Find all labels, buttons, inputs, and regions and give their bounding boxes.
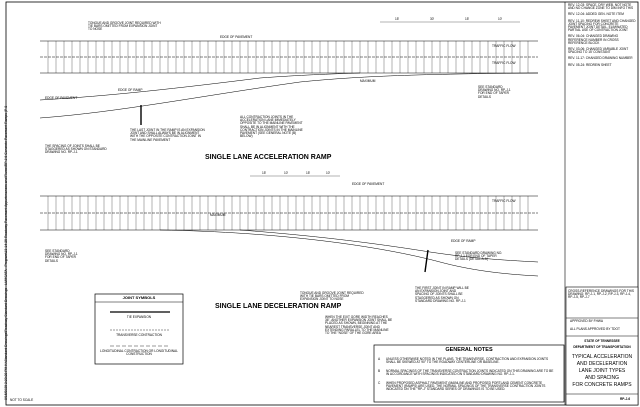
acceleration-ramp-plan <box>40 41 538 118</box>
approved-fhwa: APPROVED BY FHWA <box>570 319 603 323</box>
decel-first-joint: THE FIRST JOINT IN RAMP WILL BE AN EXPANSION JOINT AND SPACING OF JOINTS SHALL BE STAGGERED AS SHOWN ON STANDARD DRAWING NO. RP-J-1 <box>415 286 469 303</box>
traffic-flow-label-2: TRAFFIC FLOW <box>492 61 516 65</box>
decel-traffic-flow: TRAFFIC FLOW <box>492 199 516 203</box>
decel-edge-of-pavement: EDGE OF PAVEMENT <box>352 182 385 186</box>
not-to-scale: NOT TO SCALE <box>10 398 34 402</box>
decel-see-standard-left: SEE STANDARD DRAWING NO. RP-J-1 FOR END OF TAPER DETAILS <box>45 249 78 263</box>
dim-15b: 15' <box>465 17 470 21</box>
last-joint-note: THE LAST JOINT IN THE RAMP IS AN EXPANSION JOINT AND SHALL ALWAYS BE IN ALIGNMENT WITH THE OPPOSITE CONTRACTION JOINT IN THE MAINLINE PAVEMENT <box>130 128 205 142</box>
sheet-title-5: FOR CONCRETE RAMPS <box>572 382 632 388</box>
revision-item: REV. 11-17: CHANGED DRAWING NUMBER <box>568 56 633 61</box>
acceleration-title: SINGLE LANE ACCELERATION RAMP <box>205 154 332 161</box>
note-b-letter: B <box>378 369 381 373</box>
decel-see-standard-right: SEE STANDARD DRAWING NO. RP-J-1 FOR END OF TAPER DETAILS (DETAIL A-A) <box>455 251 503 262</box>
joint-symbol-3: LONGITUDINAL CONTRACTION OR LONGITUDINAL CONSTRUCTION <box>100 349 178 357</box>
dim-15: 15' <box>395 17 400 21</box>
sheet-title-3: LANE JOINT TYPES <box>578 368 626 374</box>
joint-symbol-2: TRANSVERSE CONTRACTION <box>116 333 162 337</box>
note-a-letter: A <box>378 357 381 361</box>
revision-item: REV. 06-04: CHANGED DRAWING REFERENCE NUMBER IN CROSS REFERENCE BLOCK <box>568 34 619 45</box>
sheet-title-2: AND DECELERATION <box>576 361 628 367</box>
edge-of-pavement-label: EDGE OF PAVEMENT <box>220 35 253 39</box>
deceleration-title: SINGLE LANE DECELERATION RAMP <box>215 303 342 310</box>
edge-of-pavement-left-label: EDGE OF PAVEMENT <box>45 96 78 100</box>
note-c-text: WHEN PROPOSED ASPHALT PAVEMENT (MAINLINE AND PROPOSED PORTLAND CEMENT CONCRETE PAVEMENT (RAMPS) ARE USED, THE NORMAL SPACINGS OF THE TRANSVERSE CONTRACTION JOINTS INDICATED ON THE "RP-J" STANDARD SERIES OF DRAWINGS IS TO BE USED. <box>386 381 546 392</box>
spacing-note: THE SPACING OF JOINTS SHALL BE STAGGERED AS SHOWN ON STANDARD DRAWING NO. RP-J-1 <box>45 144 107 155</box>
revision-list <box>568 4 636 70</box>
dept-label: DEPARTMENT OF TRANSPORTATION <box>573 345 631 349</box>
decel-dim-10b: 10' <box>326 171 331 175</box>
traffic-flow-label: TRAFFIC FLOW <box>492 44 516 48</box>
dim-30: 30' <box>430 17 435 21</box>
dim-10: 10' <box>498 17 503 21</box>
decel-edge-of-ramp: EDGE OF RAMP <box>451 239 476 243</box>
revision-item: REV. 11-10: REDREW SHEET AND CHANGED JOINT SPACING FOR CONCRETE PAVEMENT JOINT DETAIL, ELIMINATED PARTIAL USE OF CONTRACTION JOINT <box>568 18 636 33</box>
decel-dim-15b: 15' <box>306 171 311 175</box>
revision-item: REV. 12-03: SPACE, DRY WEB, NOT NOTE AND NO CHANGE ZONE TO DIM INFO THIS <box>568 3 634 11</box>
general-notes-title: GENERAL NOTES <box>445 347 493 353</box>
note-a-text: UNLESS OTHERWISE NOTED IN THE PLANS, THE TRANSVERSE, CONTRACTION AND EXPANSION JOINTS SHALL BE SKEWED AT 90° TO THE ROADWAY CENTERLINE OR BASELINE. <box>386 357 549 365</box>
sheet-title-4: AND SPACING <box>584 375 620 381</box>
note-c-letter: C <box>378 381 381 385</box>
cross-reference: CROSS-REFERENCE DRAWINGS FOR THIS DRAWING: RP-J-1, RP-J-2, RP-J-3, RP-J-4, RP-J-5, RP-J-7 <box>568 289 635 300</box>
sheet-number: RP-J-6 <box>620 397 631 401</box>
joint-symbols-title: JOINT SYMBOLS <box>122 295 156 300</box>
see-standard-note: SEE STANDARD DRAWING NO. RP-J-1 FOR END OF TAPER DETAILS <box>478 85 511 99</box>
all-plans-approved: ALL PLANS APPROVED BY TDOT <box>570 327 620 331</box>
decel-tongue-groove: TONGUE AND GROOVE JOINT REQUIRED WITH TIE BARS OMITTED FROM EXPANSION JOINT TO NOSE <box>300 291 364 302</box>
note-b-text: NORMAL SPACINGS OF THE TRANSVERSE CONTRACTION JOINTS INDICATED ON THIS DRAWING ARE TO BE IN ACCORDANCE WITH SPACINGS INDICATED ON STANDARD DRAWING NO. RP-J-1. <box>386 369 554 377</box>
sheet-title-1: TYPICAL ACCELERATION <box>571 354 633 360</box>
border-stamp: 8/15/2025 2:23:28 PM K:\Standard Drawings\Roadway Standard Drawings - LUMSATA - Program\13-14-25 Roadway Pavement Appurtenances and Flume\RP-J-6 Concrete Pavement Ramps (P-8 <box>4 105 8 400</box>
tongue-groove-note: TONGUE AND GROOVE JOINT REQUIRED WITH TIE BARS OMITTED FROM EXPANSION JOINT TO NOSE <box>88 21 161 32</box>
decel-dim-15: 15' <box>262 171 267 175</box>
joint-symbol-1: TIE EXPANSION <box>126 315 152 319</box>
decel-exit-gore: WHEN THE EXIT GORE WIDTH REACHES 36", ANOTHER EXPANSION JOINT SHALL BE PLACED AS SHOWN, BEGINNING AT THE NEAREST TRANSVERSE JOINT AND EXTENDING PARALLEL TO THE MAINLINE TO THE "NOSE" OF THE GORE AREA <box>325 315 393 336</box>
decel-dim-10: 10' <box>284 171 289 175</box>
revision-item: REV. 05-24: REDREW SHEET <box>568 62 612 67</box>
maximum-label: MAXIMUM <box>360 79 376 83</box>
revision-item: REV. 03-06: CHANGED VARIABLE JOINT SPACING TO 15' CONSTANT <box>568 47 629 55</box>
state-label: STATE OF TENNESSEE <box>584 339 620 343</box>
decel-maximum: MAXIMUM <box>210 213 226 217</box>
revision-item: REV. 12-04: ADDED GEN. NOTE ITEM <box>568 12 624 17</box>
all-contraction-note: ALL CONTRACTION JOINTS IN THE ACCELERATION LANE IMMEDIATELY OPPOSITE TO THE MAINLINE PAVEMENT SHALL BE IN ALIGNMENT WITH THE CONTRACTION JOINTS IN THE MAINLINE PAVEMENT (SEE GENERAL NOTE (B) BELOW) <box>240 115 303 139</box>
edge-of-ramp-label: EDGE OF RAMP <box>118 88 143 92</box>
